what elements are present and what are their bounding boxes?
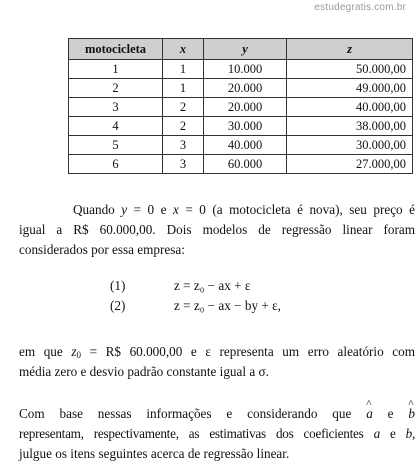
header-y: y (204, 39, 287, 60)
cell-x: 2 (163, 117, 204, 136)
watermark: estudegratis.com.br (314, 2, 406, 13)
paragraph-new-motorcycle-price (19, 200, 415, 260)
cell-x: 3 (163, 155, 204, 174)
cell-z: 30.000,00 (287, 136, 413, 155)
paragraph-line: média zero e desvio padrão constante igual a σ. (19, 364, 269, 379)
cell-y: 30.000 (204, 117, 287, 136)
equation-expression: z = z₀ − ax − by + ε, (174, 298, 281, 313)
equation-number: (2) (110, 298, 126, 313)
motorcycle-data-table (68, 38, 413, 174)
cell-x: 3 (163, 136, 204, 155)
cell-moto: 1 (69, 60, 163, 79)
paragraph-instructions (19, 404, 415, 464)
cell-x: 1 (163, 79, 204, 98)
paragraph-model-definitions (19, 342, 415, 382)
table-row (69, 79, 413, 98)
cell-moto: 2 (69, 79, 163, 98)
cell-z: 40.000,00 (287, 98, 413, 117)
cell-moto: 3 (69, 98, 163, 117)
paragraph-line: igual a R$ 60.000,00. Dois modelos de regressão linear foram (19, 222, 415, 237)
cell-moto: 6 (69, 155, 163, 174)
paragraph-line: representam, respectivamente, as estimativas dos coeficientes a e b, (19, 426, 416, 441)
header-motocicleta: motocicleta (69, 39, 163, 60)
cell-y: 60.000 (204, 155, 287, 174)
cell-y: 20.000 (204, 98, 287, 117)
cell-z: 38.000,00 (287, 117, 413, 136)
paragraph-line: em que $z_0$ = R$ 60.000,00 e ε representa um erro aleatório com (19, 344, 415, 360)
cell-x: 2 (163, 98, 204, 117)
table-row (69, 136, 413, 155)
paragraph-line: Com base nessas informações e considerando que ^ a e ^ b (19, 404, 415, 424)
paragraph-line: Quando y = 0 e x = 0 (a motocicleta é nova), seu preço é (73, 202, 415, 217)
cell-y: 10.000 (204, 60, 287, 79)
table-header-row (69, 39, 413, 60)
table-row (69, 60, 413, 79)
cell-z: 50.000,00 (287, 60, 413, 79)
equation-1 (110, 276, 250, 296)
header-z: z (287, 39, 413, 60)
table-row (69, 155, 413, 174)
paragraph-line: considerados por essa empresa: (19, 242, 185, 257)
cell-moto: 5 (69, 136, 163, 155)
cell-y: 40.000 (204, 136, 287, 155)
paragraph-line: julgue os itens seguintes acerca de regressão linear. (19, 446, 290, 461)
equation-2 (110, 296, 281, 316)
cell-x: 1 (163, 60, 204, 79)
cell-y: 20.000 (204, 79, 287, 98)
a-hat-symbol: ^ a (366, 404, 373, 424)
equation-expression: z = z₀ − ax + ε (174, 278, 251, 293)
equation-number: (1) (110, 278, 126, 293)
b-hat-symbol: ^ b (408, 404, 415, 424)
cell-moto: 4 (69, 117, 163, 136)
table-row (69, 98, 413, 117)
cell-z: 49.000,00 (287, 79, 413, 98)
header-x: x (163, 39, 204, 60)
table-row (69, 117, 413, 136)
cell-z: 27.000,00 (287, 155, 413, 174)
